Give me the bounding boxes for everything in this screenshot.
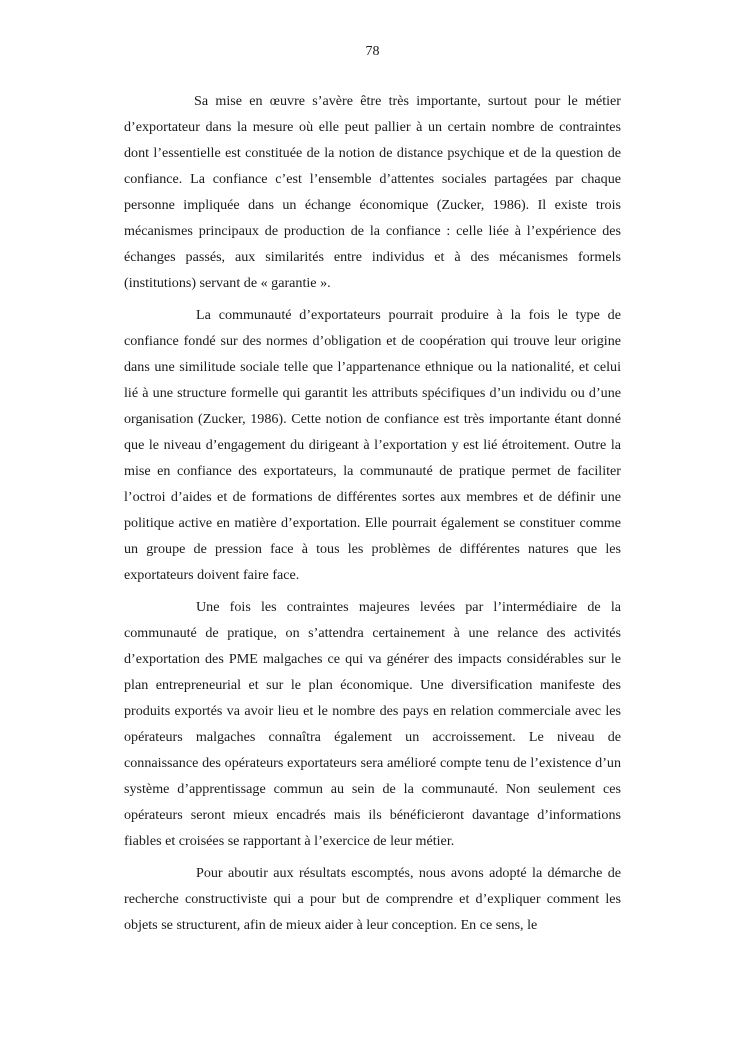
paragraph-expected-impacts: Une fois les contraintes majeures levées par l’intermédiaire de la communauté de pratique, on s’attendra certainement à une relance des activités d’exportation des PME malgaches ce qui va générer des impacts considérables sur le plan entrepreneurial et sur le plan économique. Une diversification manifeste des produits exportés va avoir lieu et le nombre des pays en relation commerciale avec les opérateurs malgaches connaîtra également un accroissement. Le niveau de connaissance des opérateurs exportateurs sera amélioré compte tenu de l’existence d’un système d’apprentissage commun au sein de la communauté. Non seulement ces opérateurs seront mieux encadrés mais ils bénéficieront davantage d’informations fiables et croisées se rapportant à l’exercice de leur métier. [124, 599, 621, 849]
body-text [124, 88, 621, 944]
paragraph-research-approach: Pour aboutir aux résultats escomptés, nous avons adopté la démarche de recherche constructiviste qui a pour but de comprendre et d’expliquer comment les objets se structurent, afin de mieux aider à leur conception. En ce sens, le [124, 865, 621, 933]
paragraph-confidence-definition: Sa mise en œuvre s’avère être très importante, surtout pour le métier d’exportateur dans la mesure où elle peut pallier à un certain nombre de contraintes dont l’essentielle est constituée de la notion de distance psychique et de la question de confiance. La confiance c’est l’ensemble d’attentes sociales partagées par chaque personne impliquée dans un échange économique (Zucker, 1986). Il existe trois mécanismes principaux de production de la confiance : celle liée à l’expérience des échanges passés, aux similarités entre individus et à des mécanismes formels (institutions) servant de « garantie ». [124, 93, 621, 291]
page-number: 78 [365, 44, 380, 59]
paragraph-exporter-community: La communauté d’exportateurs pourrait produire à la fois le type de confiance fondé sur des normes d’obligation et de coopération qui trouve leur origine dans une similitude sociale telle que l’appartenance ethnique ou la nationalité, et celui lié à une structure formelle qui garantit les attributs spécifiques d’un individu ou d’une organisation (Zucker, 1986). Cette notion de confiance est très importante étant donné que le niveau d’engagement du dirigeant à l’exportation y est lié étroitement. Outre la mise en confiance des exportateurs, la communauté de pratique permet de faciliter l’octroi d’aides et de formations de différentes sortes aux membres et de définir une politique active en matière d’exportation. Elle pourrait également se constituer comme un groupe de pression face à tous les problèmes de différentes natures que les exportateurs doivent faire face. [124, 307, 621, 583]
